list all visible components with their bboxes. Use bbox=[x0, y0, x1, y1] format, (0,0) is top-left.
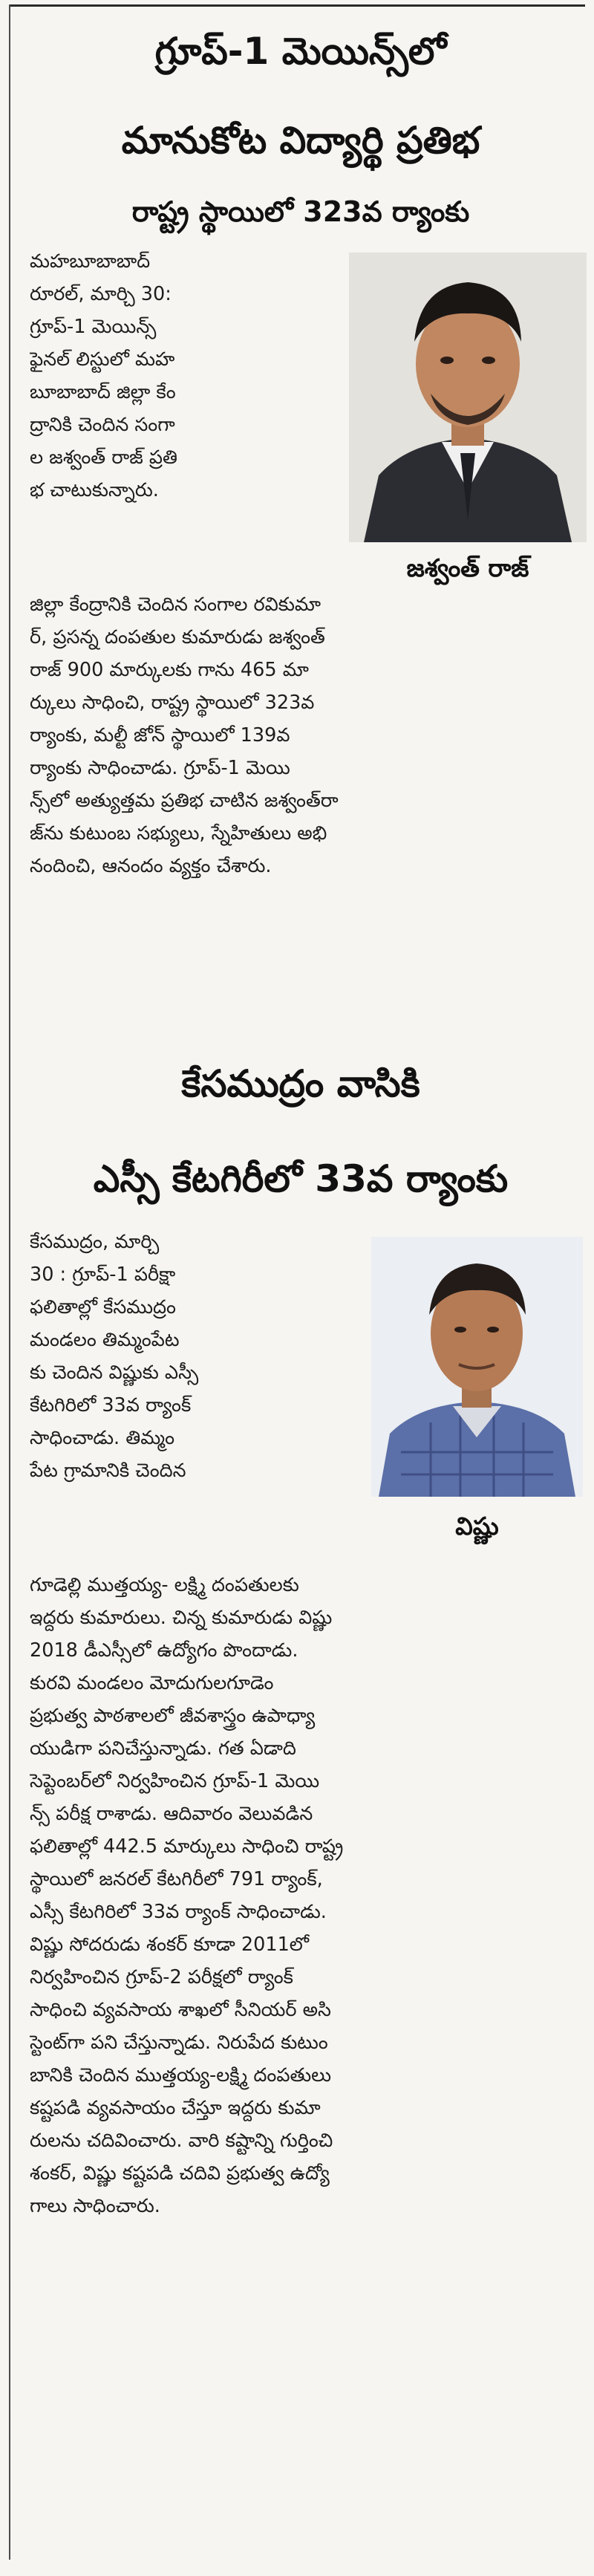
story1-headline-line1: గ్రూప్-1 మెయిన్స్‌లో bbox=[154, 30, 447, 73]
body-line: విష్ణు సోదరుడు శంకర్ కూడా 2011లో bbox=[30, 1933, 310, 1956]
body-line: కేసముద్రం, మార్చి bbox=[30, 1231, 160, 1253]
body-line: సాధించి వ్యవసాయ శాఖలో సీనియర్ అసి bbox=[30, 1999, 331, 2021]
body-line: శంకర్, విష్ణు కష్టపడి చదివి ప్రభుత్వ ఉద్యో bbox=[30, 2162, 330, 2185]
body-line: గాలు సాధించారు. bbox=[30, 2195, 160, 2217]
story1-headline-line2: మానుకోట విద్యార్థి ప్రతిభ bbox=[121, 119, 480, 162]
body-line: బూబాబాద్ జిల్లా కేం bbox=[30, 381, 176, 403]
body-line: ర్, ప్రసన్న దంపతుల కుమారుడు జశ్వంత్ bbox=[30, 626, 325, 648]
body-line: నందించి, ఆనందం వ్యక్తం చేశారు. bbox=[30, 855, 272, 877]
body-line: జ్‌ను కుటుంబ సభ్యులు, స్నేహితులు అభి bbox=[30, 822, 327, 845]
body-line: ఇద్దరు కుమారులు. చిన్న కుమారుడు విష్ణు bbox=[30, 1607, 333, 1629]
body-line: న్స్ పరీక్ష రాశాడు. ఆదివారం వెలువడిన bbox=[30, 1803, 313, 1825]
body-line: 2018 డీఎస్సీలో ఉద్యోగం పొందాడు. bbox=[30, 1639, 298, 1662]
story1-photo-caption: జశ్వంత్ రాజ్ bbox=[406, 553, 529, 582]
body-line: న్స్‌లో అత్యుత్తమ ప్రతిభ చాటిన జశ్వంత్‌రా bbox=[30, 790, 339, 812]
story2-photo-caption: విష్ణు bbox=[455, 1512, 499, 1541]
body-line: రూరల్, మార్చి 30: bbox=[30, 283, 172, 305]
story2-body-wrapped bbox=[30, 1226, 319, 1487]
body-line: సాధించాడు. తిమ్మం bbox=[30, 1427, 175, 1449]
body-line: ఫలితాల్లో 442.5 మార్కులు సాధించి రాష్ట్ర bbox=[30, 1835, 344, 1858]
body-line: నిర్వహించిన గ్రూప్-2 పరీక్షలో ర్యాంక్ bbox=[30, 1966, 293, 1988]
story1-subhead: రాష్ట్ర స్థాయిలో 323వ ర్యాంకు bbox=[131, 195, 470, 228]
body-line: యుడిగా పనిచేస్తున్నాడు. గత ఏడాది bbox=[30, 1737, 296, 1760]
body-line: మహబూబాబాద్ bbox=[30, 250, 151, 273]
story2-body-full bbox=[30, 1569, 566, 2222]
body-line: కు చెందిన విష్ణుకు ఎస్సీ bbox=[30, 1362, 199, 1384]
body-line: కష్టపడి వ్యవసాయం చేస్తూ ఇద్దరు కుమా bbox=[30, 2097, 321, 2119]
story2-headline-line2: ఎస్సీ కేటగిరీలో 33వ ర్యాంకు bbox=[93, 1157, 509, 1200]
body-line: ల జశ్వంత్ రాజ్ ప్రతి bbox=[30, 446, 177, 469]
top-rule bbox=[9, 4, 585, 7]
body-line: పేట గ్రామానికి చెందిన bbox=[30, 1460, 186, 1482]
body-line: ర్యాంకు, మల్టీ జోన్ స్థాయిలో 139వ bbox=[30, 724, 290, 747]
story1-photo bbox=[349, 253, 587, 542]
body-line: రులను చదివించారు. వారి కష్టాన్ని గుర్తించి bbox=[30, 2130, 333, 2152]
body-line: స్టెంట్‌గా పని చేస్తున్నాడు. నిరుపేద కుటుం bbox=[30, 2032, 328, 2054]
body-line: స్థాయిలో జనరల్ కేటగిరీలో 791 ర్యాంక్, bbox=[30, 1868, 323, 1890]
body-line: ర్యాంకు సాధించాడు. గ్రూప్-1 మెయి bbox=[30, 757, 290, 779]
body-line: బానికి చెందిన ముత్తయ్య-లక్ష్మి దంపతులు bbox=[30, 2064, 332, 2087]
story1-body-wrapped bbox=[30, 245, 319, 507]
body-line: సెప్టెంబర్‌లో నిర్వహించిన గ్రూప్-1 మెయి bbox=[30, 1770, 320, 1792]
body-line: రాజ్ 900 మార్కులకు గాను 465 మా bbox=[30, 659, 309, 681]
body-line: ఎస్సీ కేటగిరిలో 33వ ర్యాంక్ సాధించాడు. bbox=[30, 1901, 327, 1923]
story2-photo bbox=[371, 1237, 583, 1497]
body-line: ఫైనల్ లిస్టులో మహ bbox=[30, 348, 175, 371]
story1-body-full bbox=[30, 588, 566, 882]
body-line: ఫలితాల్లో కేసముద్రం bbox=[30, 1296, 176, 1318]
body-line: కేటగిరిలో 33వ ర్యాంక్ bbox=[30, 1394, 192, 1417]
body-line: గ్రూప్-1 మెయిన్స్ bbox=[30, 316, 157, 338]
body-line: ద్రానికి చెందిన సంగా bbox=[30, 414, 175, 436]
story2-headline-line1: కేసముద్రం వాసికి bbox=[181, 1062, 420, 1105]
body-line: 30 : గ్రూప్-1 పరీక్షా bbox=[30, 1263, 176, 1286]
body-line: మండలం తిమ్మంపేట bbox=[30, 1329, 180, 1351]
body-line: భ చాటుకున్నారు. bbox=[30, 479, 159, 501]
left-rule bbox=[9, 4, 10, 2560]
body-line: గూడెల్లి ముత్తయ్య- లక్ష్మి దంపతులకు bbox=[30, 1574, 299, 1596]
body-line: కురవి మండలం మోదుగులగూడెం bbox=[30, 1672, 274, 1694]
body-line: ర్కులు సాధించి, రాష్ట్ర స్థాయిలో 323వ bbox=[30, 692, 315, 714]
body-line: ప్రభుత్వ పాఠశాలలో జీవశాస్త్రం ఉపాధ్యా bbox=[30, 1705, 316, 1727]
body-line: జిల్లా కేంద్రానికి చెందిన సంగాల రవికుమా bbox=[30, 593, 322, 616]
